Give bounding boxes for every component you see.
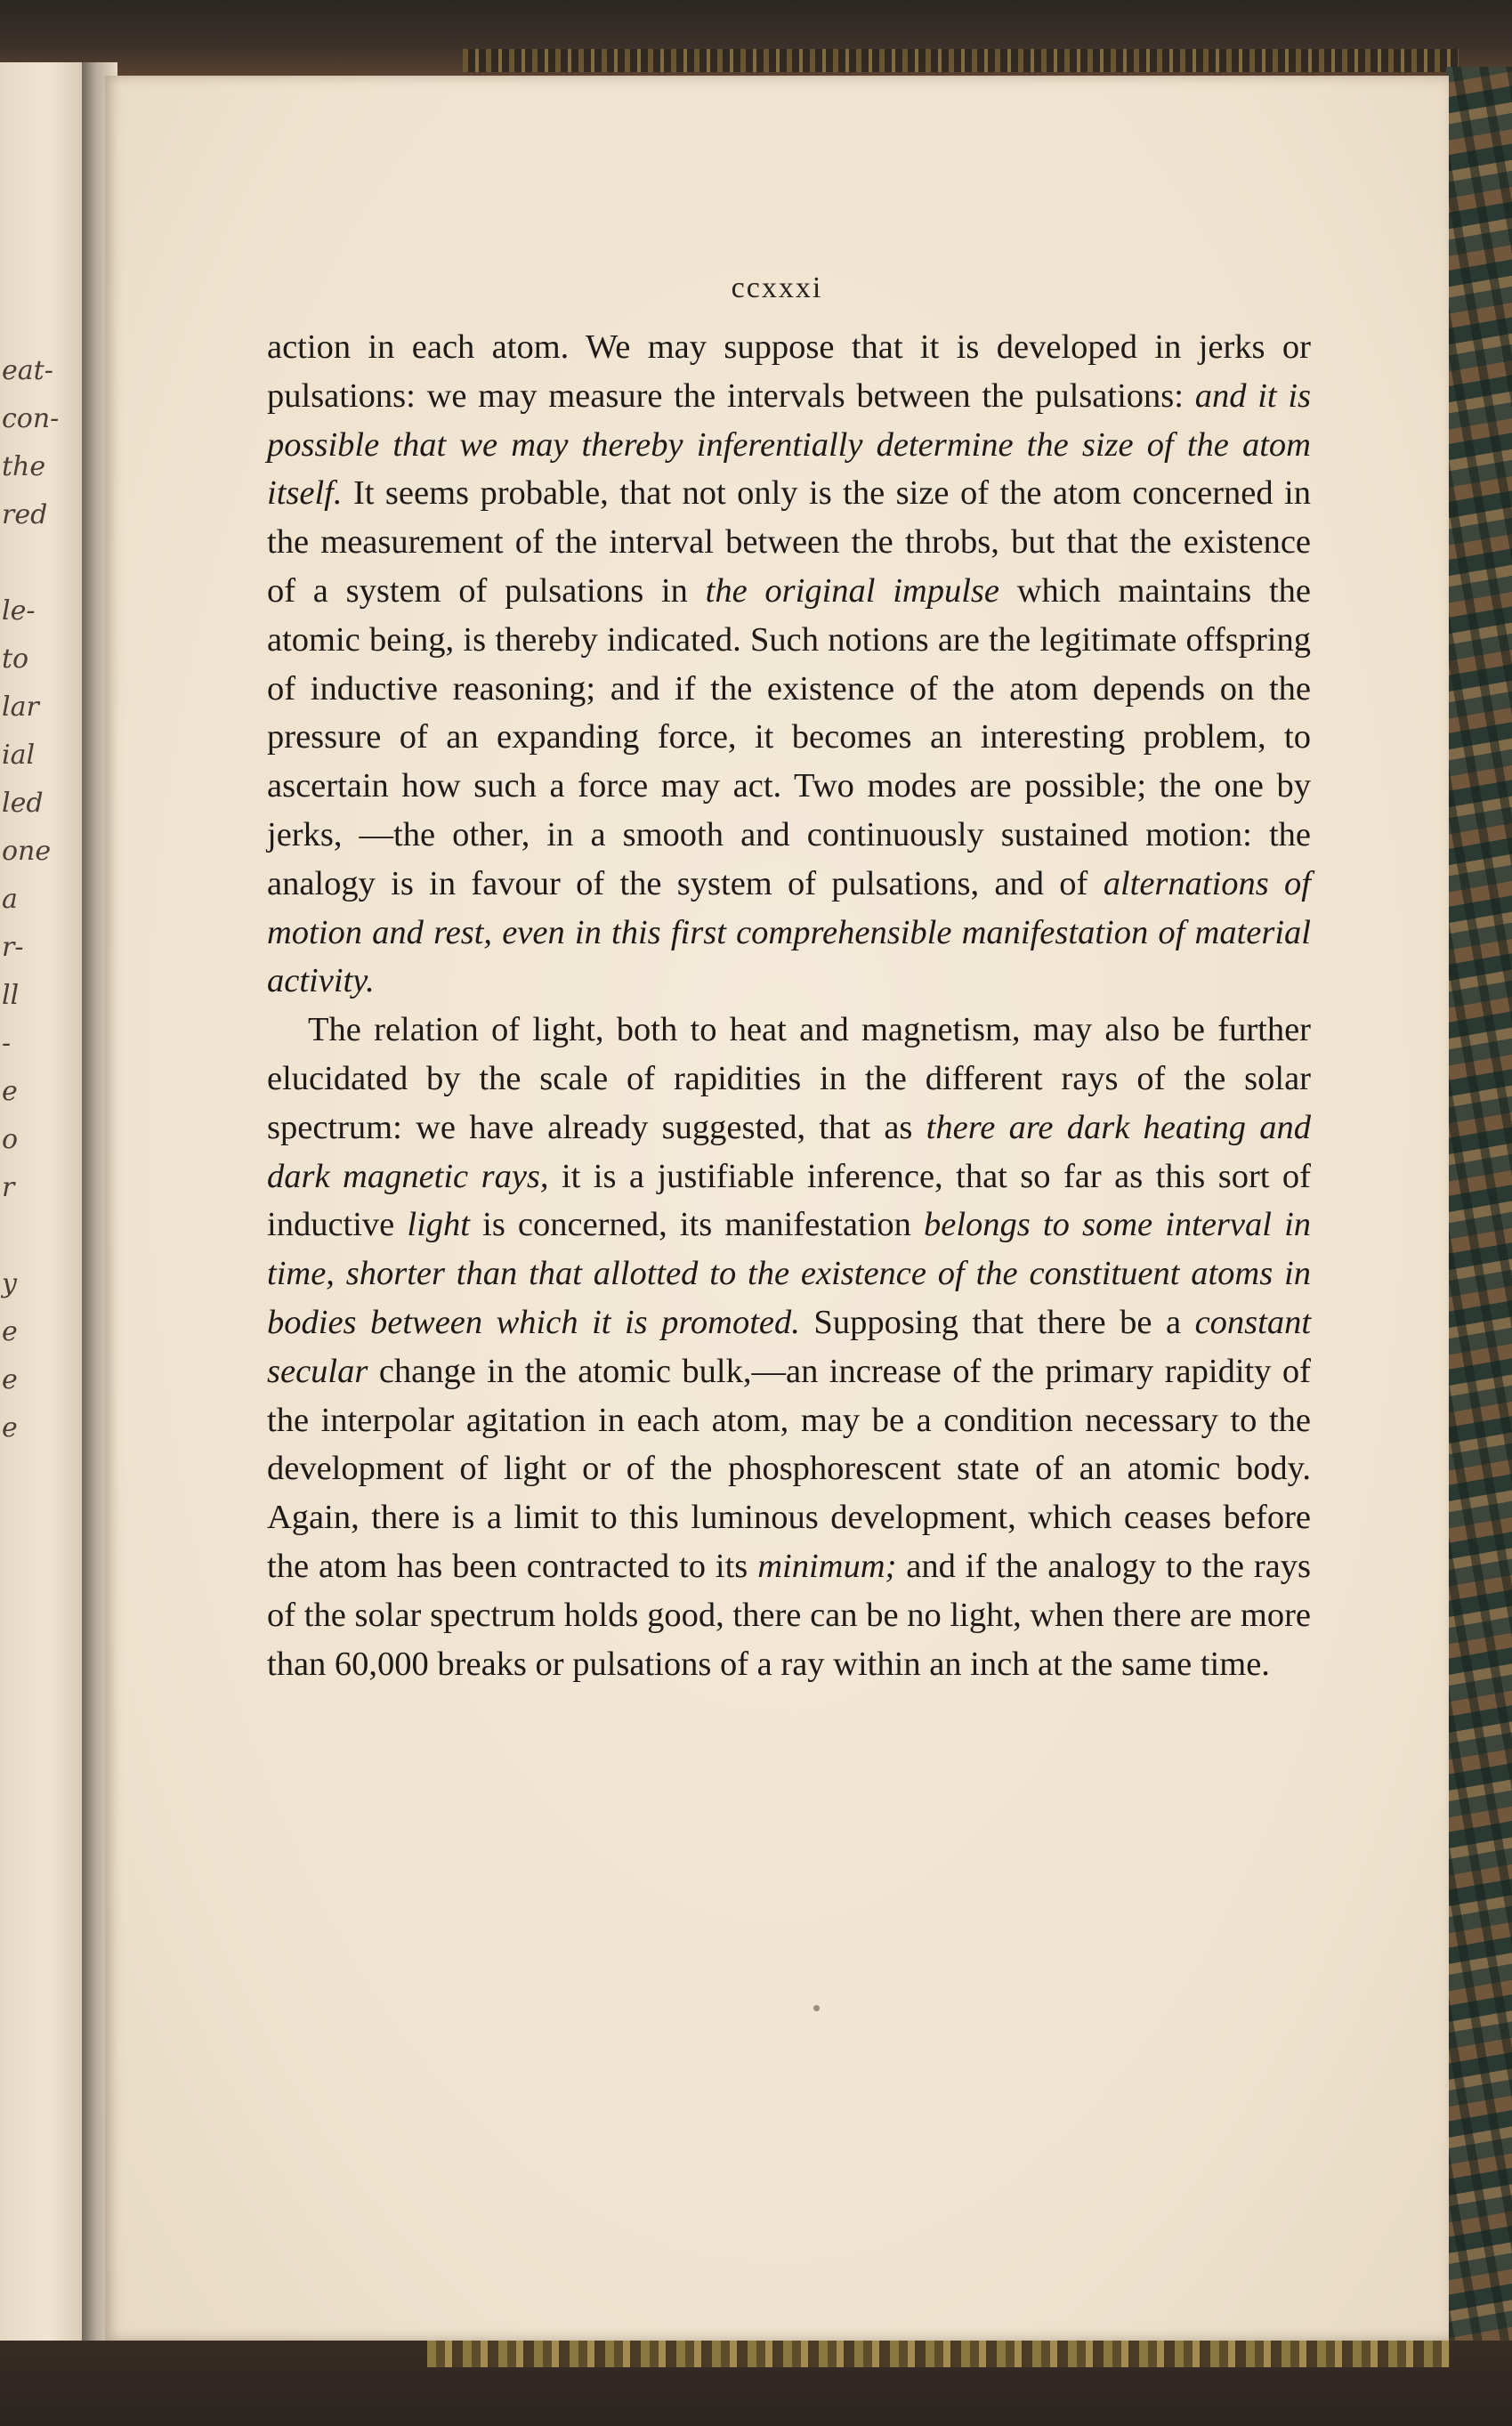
left-fragment: led <box>2 788 44 819</box>
left-fragment: e <box>2 1412 18 1443</box>
left-fragment: r <box>2 1172 15 1203</box>
body-text <box>267 323 1311 1688</box>
left-fragment: one <box>2 836 52 867</box>
left-page-text <box>0 347 82 1452</box>
left-fragment: a <box>2 884 18 915</box>
text-run: It seems probable, that not only is the size of the atom concerned in the measurement of the interval between the throbs, but that the existence of a system of pulsations in <box>267 474 1312 610</box>
left-fragment: ial <box>2 740 36 771</box>
left-fragment: le- <box>2 595 36 627</box>
italic-run: and it is possible that we may thereby inferentially determine the size of the atom itself. <box>267 376 1312 513</box>
left-fragment: e <box>2 1076 18 1107</box>
gilt-top-edge <box>463 49 1459 72</box>
italic-run: alternations of motion and rest, even in this first comprehensible manifestation of material activity. <box>267 864 1312 1000</box>
text-run: is concerned, its manifestation <box>482 1206 911 1244</box>
left-fragment <box>0 539 82 587</box>
left-fragment: - <box>2 1028 12 1059</box>
left-fragment <box>0 1212 82 1260</box>
text-run: Supposing that there be a <box>813 1303 1182 1341</box>
left-fragment: lar <box>2 691 39 723</box>
text-run: action in each atom. We may suppose that it is developed in jerks or pulsations: we may measure the intervals between the pulsations: <box>267 328 1311 415</box>
italic-run: the original impulse <box>705 571 999 610</box>
text-run: it is a justifiable inference, that so far as this sort of inductive <box>267 1157 1312 1244</box>
left-fragment: ll <box>2 980 20 1011</box>
left-fragment: the <box>2 451 46 482</box>
left-fragment: y <box>2 1268 17 1299</box>
text-run: change in the atomic bulk,—an increase of the primary rapidity of the interpolar agitation in each atom, may be a condition necessary to the development of light or of the phosphorescent state of an atomic body. Again, there is a limit to this luminous development, which ceases before the atom has been contracted to its <box>267 1352 1312 1585</box>
book-page <box>105 76 1449 2341</box>
marbled-fore-edge <box>1446 67 1512 2341</box>
ink-speck <box>813 2005 820 2011</box>
left-fragment: red <box>2 499 48 530</box>
paragraph-1 <box>267 323 1311 1006</box>
paragraph-2 <box>267 1006 1311 1688</box>
book-bottom-edge <box>0 2328 1512 2426</box>
left-fragment: o <box>2 1124 19 1155</box>
left-fragment: r- <box>2 932 24 963</box>
italic-run: minimum; <box>757 1547 897 1585</box>
italic-run: light <box>407 1206 470 1244</box>
text-run: The relation of light, both to heat and magnetism, may also be further elucidated by the scale of rapidities in the different rays of the solar spectrum: we have already suggested, that as <box>267 1011 1311 1146</box>
italic-run: belongs to some interval in time, shorter than that allotted to the existence of the constituent atoms in bodies between which it is promoted. <box>267 1206 1312 1341</box>
book-top-edge <box>0 0 1512 76</box>
italic-run: there are dark heating and dark magnetic rays, <box>267 1108 1312 1195</box>
italic-run: constant secular <box>267 1303 1312 1390</box>
page-number: ccxxxi <box>731 271 823 304</box>
text-run: which maintains the atomic being, is thereby indicated. Such notions are the legitimate offspring of inductive reasoning; and if the existence of the atom depends on the pressure of an expanding force, it becomes an interesting problem, to ascertain how such a force may act. Two modes are possible; the one by jerks, —the other, in a smooth and continuously sustained motion: the analogy is in favour of the system of pulsations, and of <box>267 571 1312 902</box>
text-run: and if the analogy to the rays of the solar spectrum holds good, there can be no light, when there are more than 60,000 breaks or pulsations of a ray within an inch at the same time. <box>267 1547 1312 1683</box>
left-page-fragment <box>0 62 84 2341</box>
left-fragment: eat- <box>2 355 53 386</box>
left-fragment: e <box>2 1364 18 1395</box>
left-fragment: to <box>2 643 29 675</box>
left-fragment: con- <box>2 403 60 434</box>
left-fragment: e <box>2 1316 18 1347</box>
